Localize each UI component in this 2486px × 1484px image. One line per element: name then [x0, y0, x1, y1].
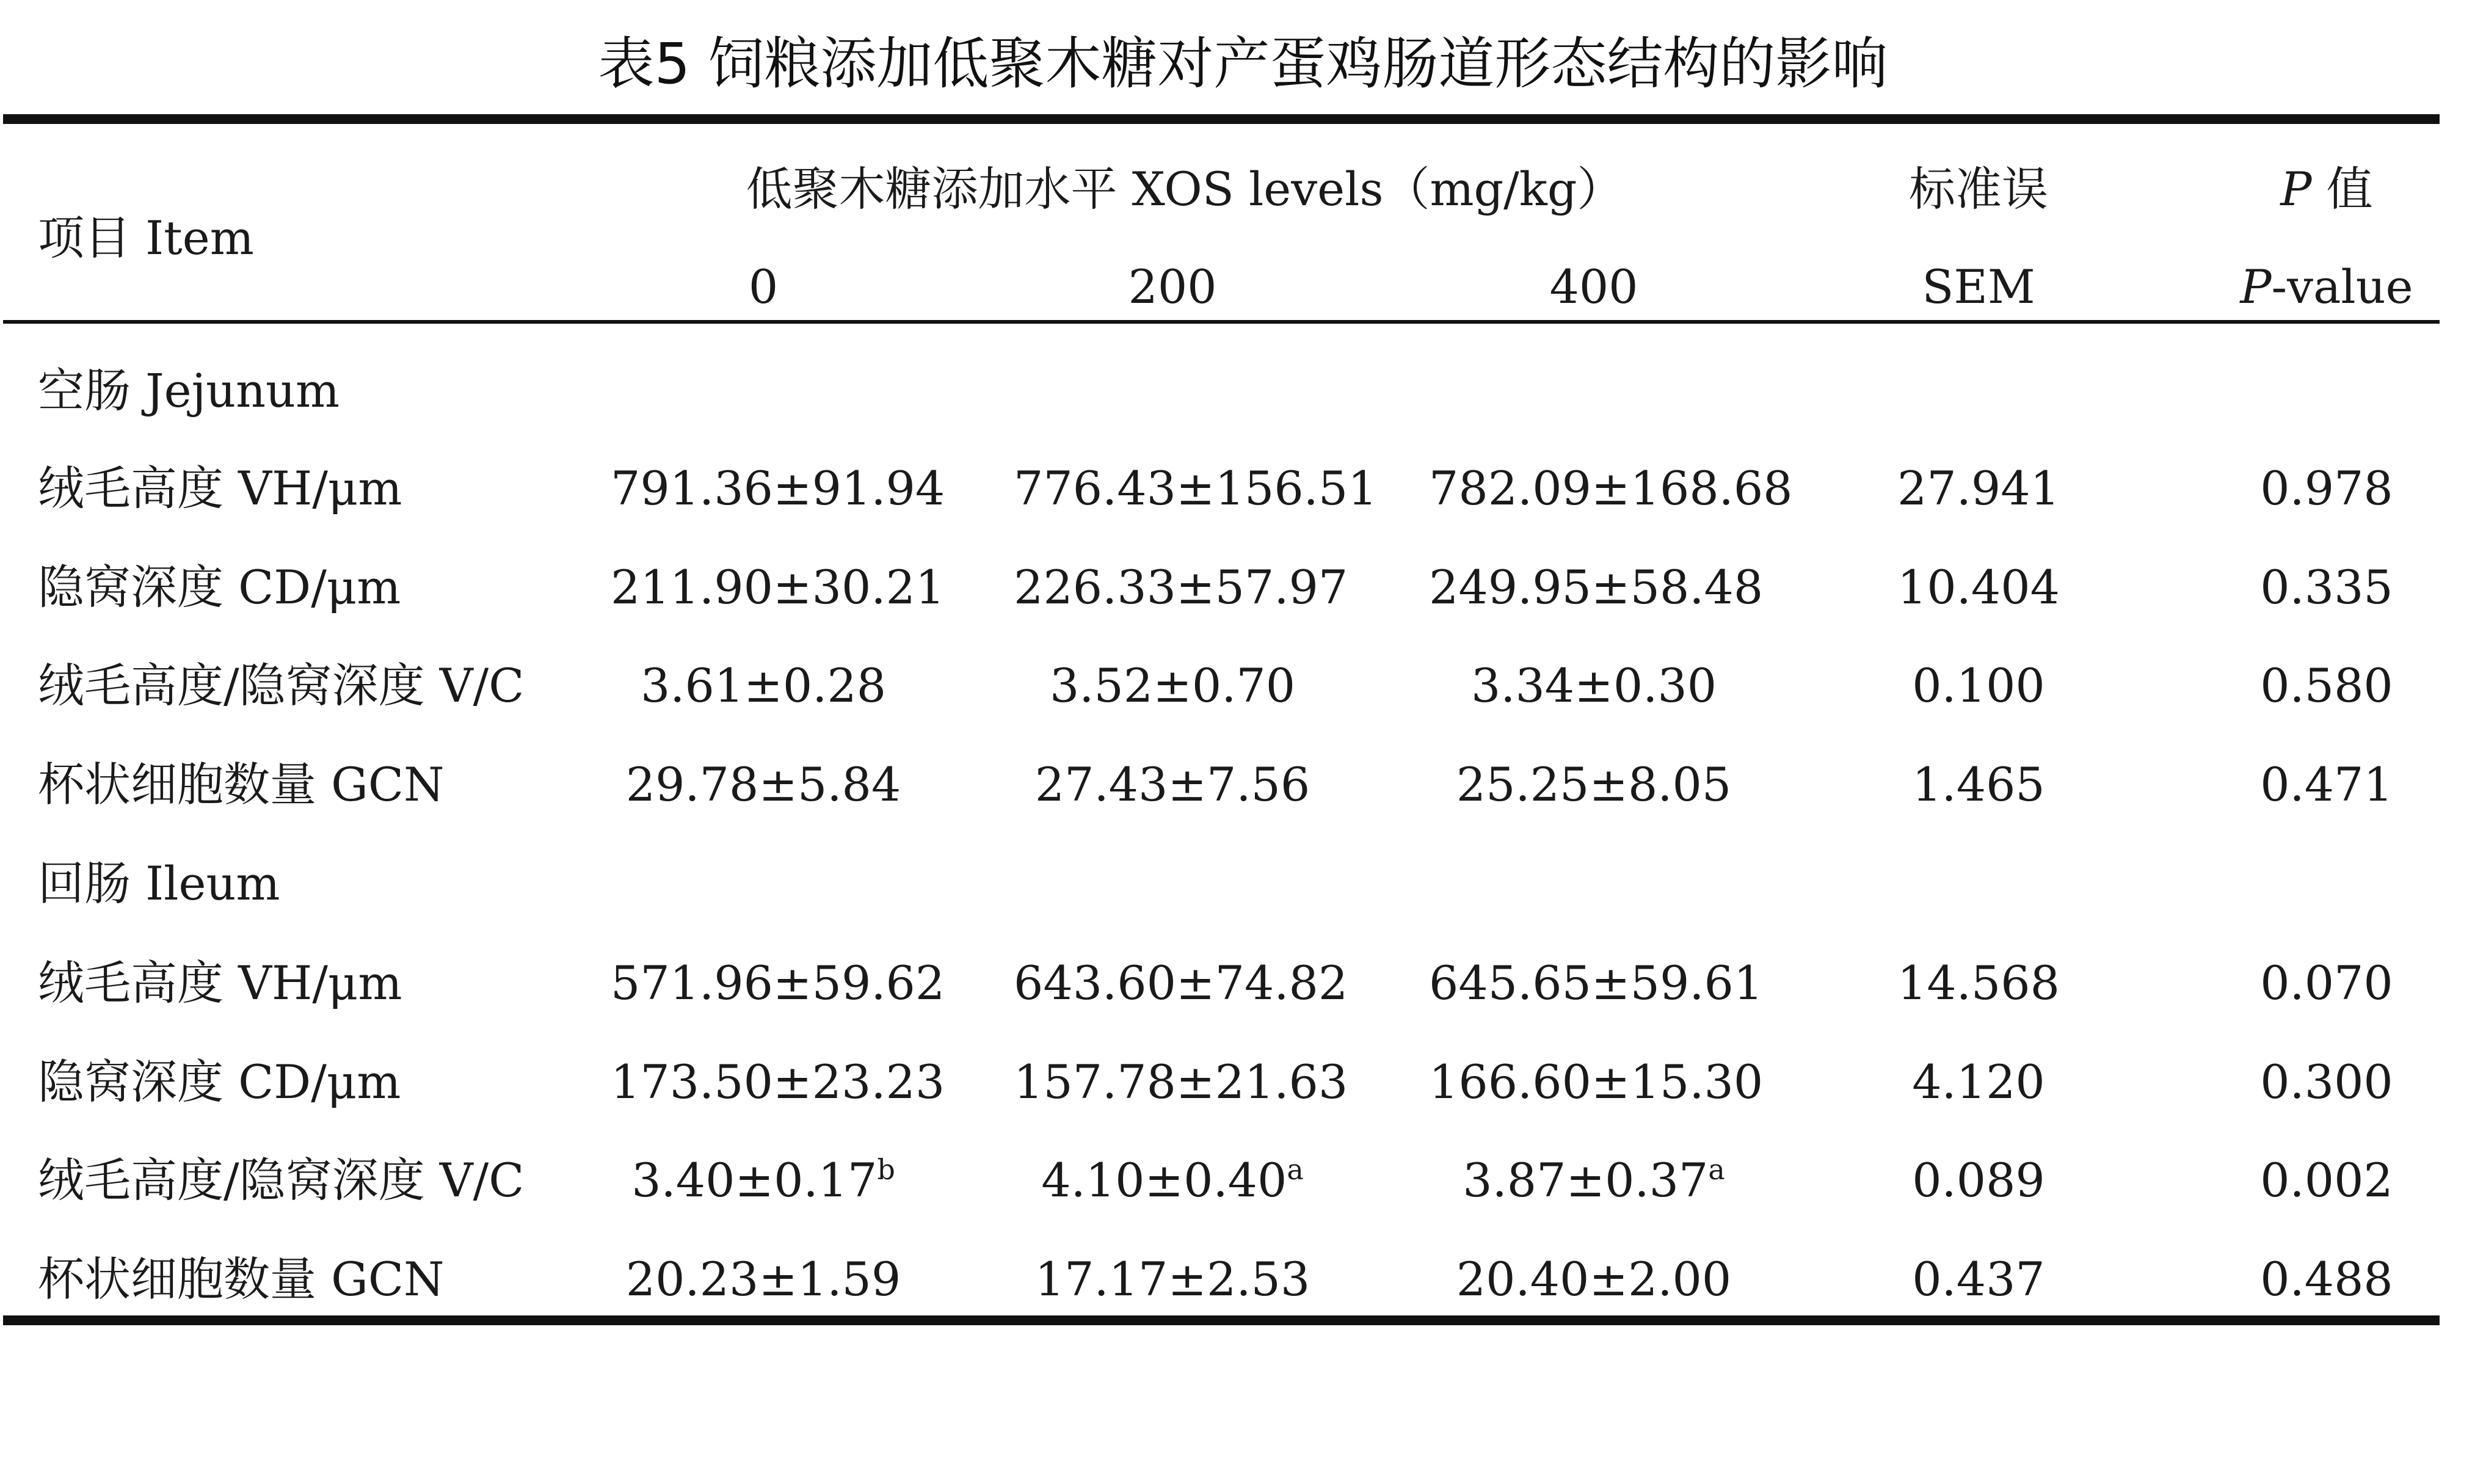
- header-p-en-rest: -value: [2271, 260, 2413, 314]
- bottom-rule: [3, 1315, 2440, 1325]
- row-label: 绒毛高度/隐窝深度 V/C: [38, 658, 525, 713]
- header-level-400: 400: [1549, 260, 1638, 314]
- table-cell: 14.568: [1897, 956, 2060, 1010]
- header-sem-en: SEM: [1922, 260, 2035, 314]
- significance-letter: a: [1708, 1153, 1725, 1186]
- cell-value: 3.87±0.37: [1463, 1153, 1709, 1207]
- table-cell: 0.070: [2260, 956, 2393, 1010]
- header-level-0: 0: [748, 260, 779, 314]
- table-cell: 166.60±15.30: [1429, 1055, 1764, 1109]
- table-cell: 0.002: [2260, 1153, 2393, 1207]
- table-cell: 0.100: [1912, 658, 2045, 713]
- table-cell: 0.471: [2260, 757, 2393, 812]
- table-cell: 20.23±1.59: [625, 1252, 901, 1306]
- header-p-cn-italic: P: [2280, 162, 2312, 216]
- top-rule: [3, 114, 2440, 124]
- table-cell: 571.96±59.62: [611, 956, 945, 1010]
- section-label-jejunum: 空肠 Jejunum: [38, 363, 340, 418]
- table-cell: 791.36±91.94: [611, 461, 945, 515]
- table-cell: 0.488: [2260, 1252, 2393, 1306]
- table-cell: 157.78±21.63: [1014, 1055, 1348, 1109]
- header-p-en-italic: P: [2240, 260, 2272, 314]
- cell-value: 3.40±0.17: [631, 1153, 878, 1207]
- table-cell: 0.335: [2260, 560, 2393, 614]
- table-cell: [1014, 1132, 1331, 1229]
- table-cell: 3.52±0.70: [1049, 658, 1296, 713]
- table-cell: 0.437: [1912, 1252, 2045, 1306]
- table-cell: 776.43±156.51: [1014, 461, 1378, 515]
- table-cell: 27.941: [1897, 461, 2060, 515]
- header-rule: [3, 320, 2440, 324]
- header-p-cn-rest: 值: [2311, 162, 2373, 216]
- table-cell: 29.78±5.84: [625, 757, 901, 812]
- cell-value: 4.10±0.40: [1041, 1153, 1287, 1207]
- table-cell: 643.60±74.82: [1014, 956, 1348, 1010]
- table-cell: 226.33±57.97: [1014, 560, 1348, 614]
- table-cell: 249.95±58.48: [1429, 560, 1764, 614]
- table-cell: [611, 1132, 916, 1229]
- header-xos-levels: 低聚木糖添加水平 XOS levels（mg/kg）: [746, 162, 1624, 216]
- header-item: 项目 Item: [38, 211, 254, 265]
- table-cell: 17.17±2.53: [1034, 1252, 1310, 1306]
- row-label: 杯状细胞数量 GCN: [38, 1252, 445, 1306]
- table-cell: 0.580: [2260, 658, 2393, 713]
- table-cell: 0.978: [2260, 461, 2393, 515]
- section-label-ileum: 回肠 Ileum: [38, 856, 280, 911]
- table-cell: 3.34±0.30: [1470, 658, 1717, 713]
- table-cell: 645.65±59.61: [1429, 956, 1764, 1010]
- significance-letter: a: [1287, 1153, 1304, 1186]
- row-label: 绒毛高度 VH/μm: [38, 956, 402, 1010]
- table-cell: [1429, 1132, 1759, 1229]
- row-label: 隐窝深度 CD/μm: [38, 560, 401, 614]
- table-cell: 10.404: [1897, 560, 2060, 614]
- row-label: 绒毛高度/隐窝深度 V/C: [38, 1153, 525, 1207]
- row-label: 绒毛高度 VH/μm: [38, 461, 402, 515]
- header-p-cn: [2162, 140, 2486, 238]
- header-level-200: 200: [1128, 260, 1217, 314]
- table-cell: 20.40±2.00: [1456, 1252, 1732, 1306]
- table-cell: 0.089: [1912, 1153, 2045, 1207]
- table-title: 表5 饲粮添加低聚木糖对产蛋鸡肠道形态结构的影响: [598, 31, 1888, 96]
- significance-letter: b: [877, 1153, 895, 1186]
- row-label: 隐窝深度 CD/μm: [38, 1055, 401, 1109]
- table-cell: 27.43±7.56: [1034, 757, 1310, 812]
- header-sem-cn: 标准误: [1909, 162, 2048, 216]
- table-cell: 211.90±30.21: [611, 560, 945, 614]
- table-cell: 1.465: [1912, 757, 2045, 812]
- table-cell: 173.50±23.23: [611, 1055, 945, 1109]
- table-cell: 3.61±0.28: [640, 658, 887, 713]
- table-cell: 25.25±8.05: [1456, 757, 1732, 812]
- table-cell: 0.300: [2260, 1055, 2393, 1109]
- table-cell: 4.120: [1912, 1055, 2045, 1109]
- table-cell: 782.09±168.68: [1429, 461, 1793, 515]
- row-label: 杯状细胞数量 GCN: [38, 757, 445, 812]
